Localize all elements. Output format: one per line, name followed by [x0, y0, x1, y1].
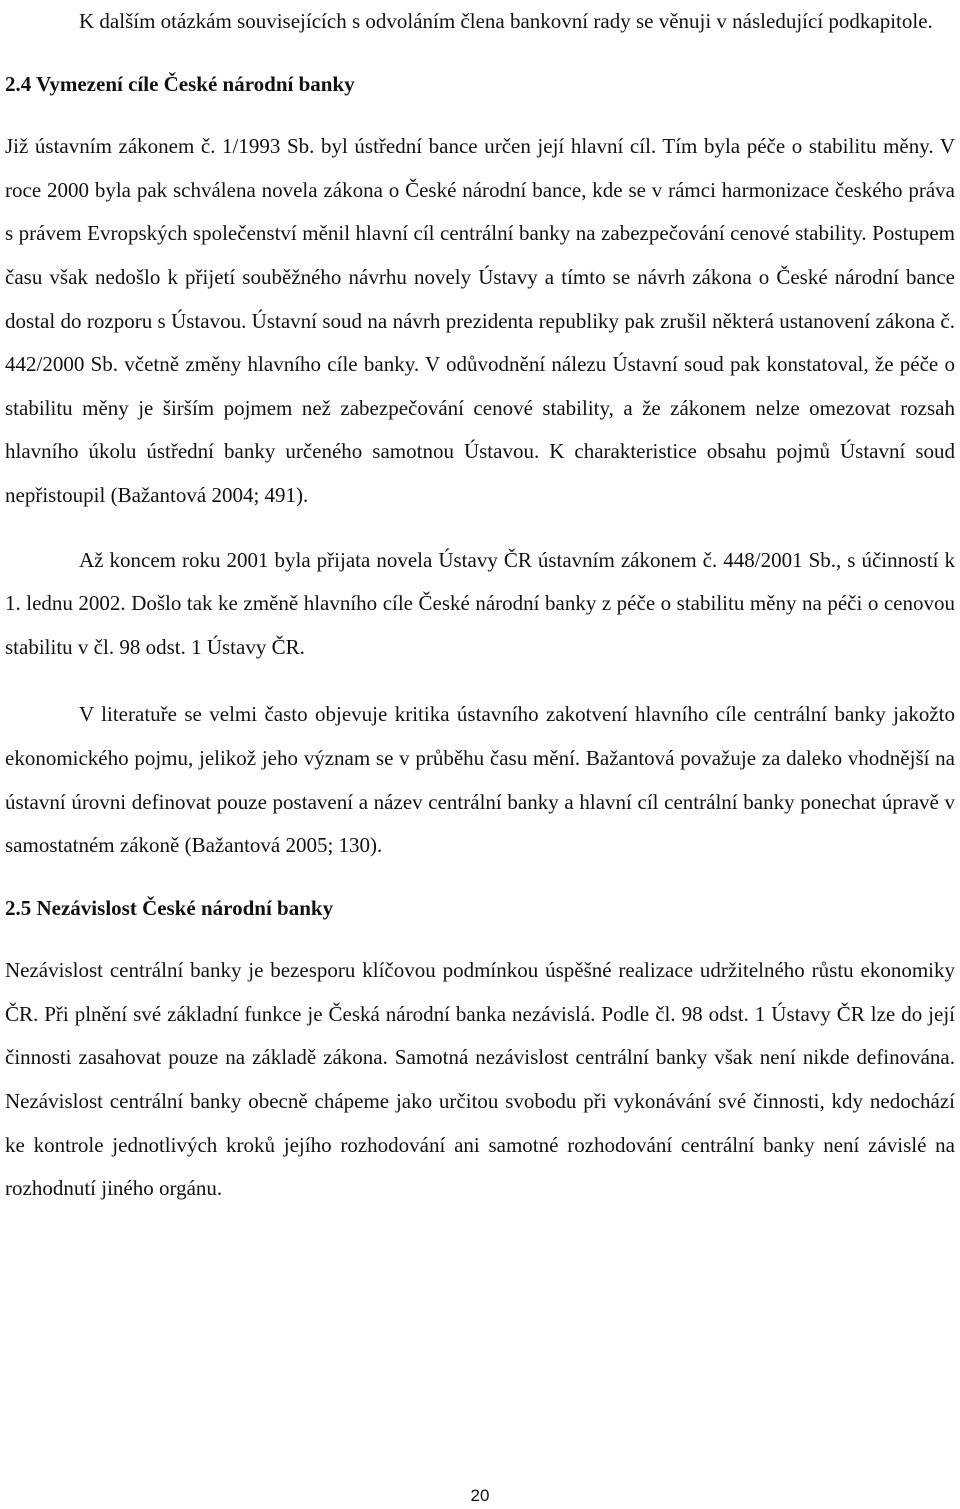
section-2-4-paragraph-1: Již ústavním zákonem č. 1/1993 Sb. byl ústřední bance určen její hlavní cíl. Tím byla péče o stabilitu měny. V roce 2000 byla pak schválena novela zákona o České národní bance, kde se v rámci harmonizace českého práva s právem Evropských společenství měnil hlavní cíl centrální banky na zabezpečování cenové stability. Postupem času však nedošlo k přijetí souběžného návrhu novely Ústavy a tímto se návrh zákona o České národní bance dostal do rozporu s Ústavou. Ústavní soud na návrh prezidenta republiky pak zrušil některá ustanovení zákona č. 442/2000 Sb. včetně změny hlavního cíle banky. V odůvodnění nálezu Ústavní soud pak konstatoval, že péče o stabilitu měny je širším pojmem než zabezpečování cenové stability, a že zákonem nelze omezovat rozsah hlavního úkolu ústřední banky určeného samotnou Ústavou. K charakteristice obsahu pojmů Ústavní soud nepřistoupil (Bažantová 2004; 491). — [5, 134, 955, 507]
section-2-5-paragraph-1: Nezávislost centrální banky je bezesporu klíčovou podmínkou úspěšné realizace udržitelného růstu ekonomiky ČR. Při plnění své základní funkce je Česká národní banka nezávislá. Podle čl. 98 odst. 1 Ústavy ČR lze do její činnosti zasahovat pouze na základě zákona. Samotná nezávislost centrální banky však není nikde definována. Nezávislost centrální banky obecně chápeme jako určitou svobodu při vykonávání své činnosti, kdy nedochází ke kontrole jednotlivých kroků jejího rozhodování ani samotné rozhodování centrální banky není závislé na rozhodnutí jiného orgánu. — [5, 958, 955, 1201]
page-number: 20 — [470, 1486, 490, 1505]
intro-paragraph: K dalším otázkám souvisejících s odvoláním člena bankovní rady se věnuji v následující podkapitole. — [79, 9, 933, 33]
spacer — [5, 868, 955, 887]
section-2-4-paragraph-2: Až koncem roku 2001 byla přijata novela Ústavy ČR ústavním zákonem č. 448/2001 Sb., s účinností k 1. lednu 2002. Došlo tak ke změně hlavního cíle České národní banky z péče o stabilitu měny na péči o cenovou stabilitu v čl. 98 odst. 1 Ústavy ČR. — [5, 547, 955, 659]
spacer — [5, 44, 955, 63]
spacer — [5, 518, 955, 539]
spacer — [5, 930, 955, 949]
section-heading-2-4: 2.4 Vymezení cíle České národní banky — [5, 71, 355, 96]
page-content — [5, 0, 955, 1211]
section-heading-2-5: 2.5 Nezávislost České národní banky — [5, 895, 334, 920]
section-2-4-paragraph-3: V literatuře se velmi často objevuje kritika ústavního zakotvení hlavního cíle centrální banky jakožto ekonomického pojmu, jelikož jeho význam se v průběhu času mění. Bažantová považuje za daleko vhodnější na ústavní úrovni definovat pouze postavení a název centrální banky a hlavní cíl centrální banky ponechat úpravě v samostatném zákoně (Bažantová 2005; 130). — [5, 702, 955, 858]
spacer — [5, 669, 955, 693]
spacer — [5, 106, 955, 125]
